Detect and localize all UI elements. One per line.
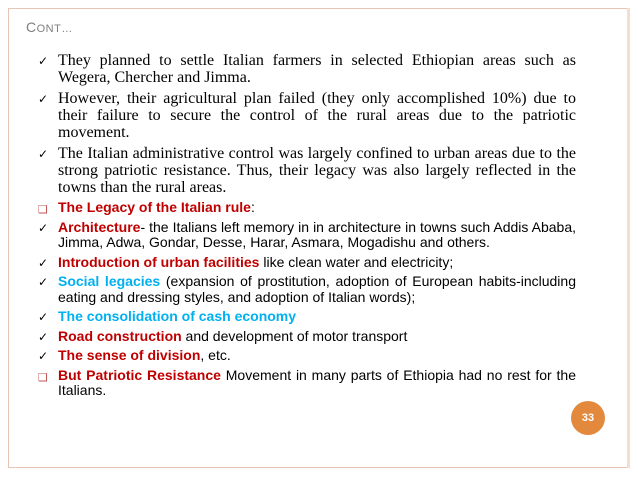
checkmark-icon: ✓: [38, 255, 49, 270]
list-item: ✓ The Italian administrative control was largely confined to urban areas due to the strong patriotic resistance. Thus, their legacy was also largely reflected in the towns than the rural areas.: [38, 145, 576, 196]
list-item: ✓ The sense of division, etc.: [38, 347, 231, 363]
list-item: ✓ Introduction of urban facilities like clean water and electricity;: [38, 253, 454, 270]
list-item: ✓ However, their agricultural plan failed (they only accomplished 10%) due to their failure to secure the control of the rural areas due to the patriotic movement.: [38, 90, 576, 141]
checkmark-icon: ✓: [38, 349, 49, 363]
slide-right-rail: [627, 8, 630, 468]
checkmark-icon: ✓: [38, 275, 49, 289]
slide-title: CONT…: [26, 19, 73, 35]
list-item: ✓ They planned to settle Italian farmers in selected Ethiopian areas such as Wegera, Chercher and Jimma.: [38, 52, 576, 86]
square-bullet-icon: ❑: [38, 203, 48, 216]
checkmark-icon: ✓: [38, 329, 49, 344]
page-number-badge: [571, 401, 605, 435]
list-item: ✓ Social legacies (expansion of prostitution, adoption of European habits-including eating and dressing styles, and adoption of Italian words);: [38, 273, 576, 305]
checkmark-icon: ✓: [38, 92, 49, 106]
checkmark-icon: ✓: [38, 310, 49, 324]
list-item: ✓ Road construction and development of motor transport: [38, 327, 408, 344]
checkmark-icon: ✓: [38, 220, 49, 235]
list-item: ✓ Architecture- the Italians left memory in in architecture in towns such Addis Ababa, Jimma, Adwa, Gondar, Desse, Harar, Asmara, Mogadishu and others.: [38, 218, 576, 250]
square-bullet-icon: ❑: [38, 370, 48, 384]
checkmark-icon: ✓: [38, 147, 49, 161]
page-number: 33: [581, 412, 595, 424]
list-item: ❑ The Legacy of the Italian rule:: [38, 199, 255, 216]
checkmark-icon: ✓: [38, 54, 49, 68]
list-item: ✓ The consolidation of cash economy: [38, 308, 297, 324]
list-item: ❑ But Patriotic Resistance Movement in many parts of Ethiopia had no rest for the Italians.: [38, 366, 576, 398]
bullet-list: [38, 52, 576, 403]
